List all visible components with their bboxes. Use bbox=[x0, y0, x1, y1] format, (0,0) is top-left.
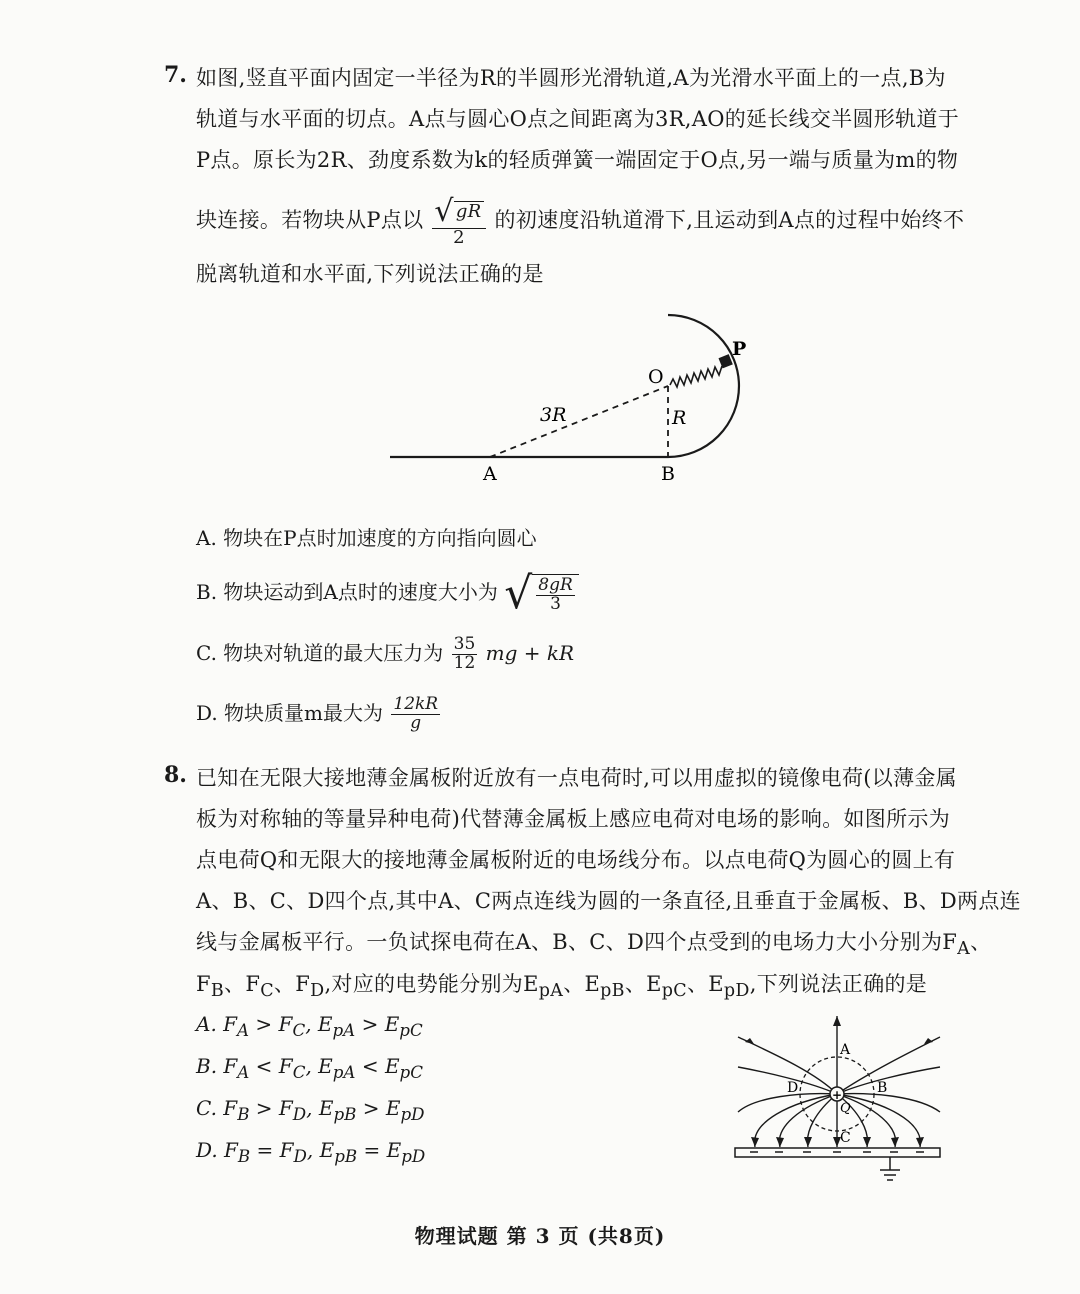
q7-option-c-text: C. 物块对轨道的最大压力为 bbox=[196, 640, 444, 665]
q7-line-4 bbox=[196, 196, 964, 247]
q7-option-b-num: 8gR bbox=[538, 574, 573, 595]
q7-line-2: 轨道与水平面的切点。A点与圆心O点之间距离为3R,AO的延长线交半圆形轨道于 bbox=[196, 107, 960, 131]
q8-option-a: A. $F_A > F_C$, $E_{pA} > E_{pC}$ bbox=[196, 1012, 423, 1040]
q7-option-c-den: 12 bbox=[453, 652, 476, 673]
q7-option-c-after: mg + kR bbox=[485, 640, 575, 665]
q8-number: 8. bbox=[164, 762, 187, 788]
q7-option-d-text: D. 物块质量m最大为 bbox=[196, 700, 384, 725]
label-A: A bbox=[840, 1042, 851, 1058]
label-B: B bbox=[877, 1080, 888, 1096]
q7-option-a: A. 物块在P点时加速度的方向指向圆心 bbox=[196, 526, 537, 550]
q8-line-5: 线与金属板平行。一负试探电荷在A、B、C、D四个点受到的电场力大小分别为$F_A$、 bbox=[196, 930, 992, 960]
label-Q: Q bbox=[840, 1101, 851, 1116]
q7-option-d-num: 12kR bbox=[393, 694, 439, 714]
q7-option-b-text: B. 物块运动到A点时的速度大小为 bbox=[196, 580, 498, 604]
spring bbox=[670, 366, 722, 387]
svg-text:+: + bbox=[832, 1088, 843, 1102]
q7-line-3: P点。原长为2R、劲度系数为k的轻质弹簧一端固定于O点,另一端与质量为m的物 bbox=[196, 148, 959, 172]
label-O: O bbox=[648, 366, 664, 388]
page-footer: 物理试题 第 3 页 (共8页) bbox=[414, 1224, 666, 1248]
q7-line-1: 如图,竖直平面内固定一半径为R的半圆形光滑轨道,A为光滑水平面上的一点,B为 bbox=[196, 66, 946, 90]
q8-line-4: A、B、C、D四个点,其中A、C两点连线为圆的一条直径,且垂直于金属板、B、D两点连 bbox=[196, 889, 1021, 913]
q7-option-d-den: g bbox=[410, 712, 422, 733]
q8-option-b: B. $F_A < F_C$, $E_{pA} < E_{pC}$ bbox=[196, 1054, 423, 1082]
q8-line-2: 板为对称轴的等量异种电荷)代替薄金属板上感应电荷对电场的影响。如图所示为 bbox=[196, 807, 950, 831]
q8-option-d: D. $F_B = F_D$, $E_{pB} = E_{pD}$ bbox=[196, 1138, 426, 1166]
q7-frac-num: gR bbox=[455, 201, 482, 223]
label-P: P bbox=[732, 338, 747, 360]
label-C: C bbox=[840, 1130, 851, 1146]
q7-option-b bbox=[196, 568, 579, 619]
q7-line-5: 脱离轨道和水平面,下列说法正确的是 bbox=[196, 262, 544, 286]
q7-number: 7. bbox=[164, 62, 187, 88]
q8-option-c: C. $F_B > F_D$, $E_{pB} > E_{pD}$ bbox=[196, 1096, 425, 1124]
label-3R: 3R bbox=[540, 404, 567, 426]
dashed-line-AO bbox=[490, 386, 668, 457]
q7-option-c bbox=[196, 636, 574, 673]
q7-option-c-num: 35 bbox=[453, 634, 476, 654]
label-D: D bbox=[787, 1080, 799, 1096]
q7-option-b-sqrt: √ $\frac{8gR}{3}$ bbox=[504, 568, 579, 619]
label-A: A bbox=[483, 463, 497, 485]
q7-option-d bbox=[196, 696, 442, 733]
label-B: B bbox=[661, 463, 675, 485]
q8-figure bbox=[730, 1012, 945, 1187]
q7-line-4-after: 的初速度沿轨道滑下,且运动到A点的过程中始终不 bbox=[494, 208, 965, 233]
q7-line-4-before: 块连接。若物块从P点以 bbox=[196, 208, 424, 233]
q8-line-3: 点电荷Q和无限大的接地薄金属板附近的电场线分布。以点电荷Q为圆心的圆上有 bbox=[196, 848, 956, 872]
q7-frac-den: 2 bbox=[453, 226, 465, 248]
label-R: R bbox=[672, 407, 687, 429]
q8-line-1: 已知在无限大接地薄金属板附近放有一点电荷时,可以用虚拟的镜像电荷(以薄金属 bbox=[196, 766, 957, 790]
q7-option-b-den: 3 bbox=[550, 593, 561, 614]
q7-initial-speed-fraction: $\frac{√ gR}{2}$ bbox=[432, 196, 485, 247]
q8-line-6: $F_B$、$F_C$、$F_D$,对应的电势能分别为$E_{pA}$、$E_{pB}$、$E_{pC}$、$E_{pD}$,下列说法正确的是 bbox=[196, 972, 928, 1002]
block-at-P bbox=[718, 354, 732, 368]
semicircular-track bbox=[668, 315, 739, 457]
q7-figure bbox=[380, 300, 780, 490]
